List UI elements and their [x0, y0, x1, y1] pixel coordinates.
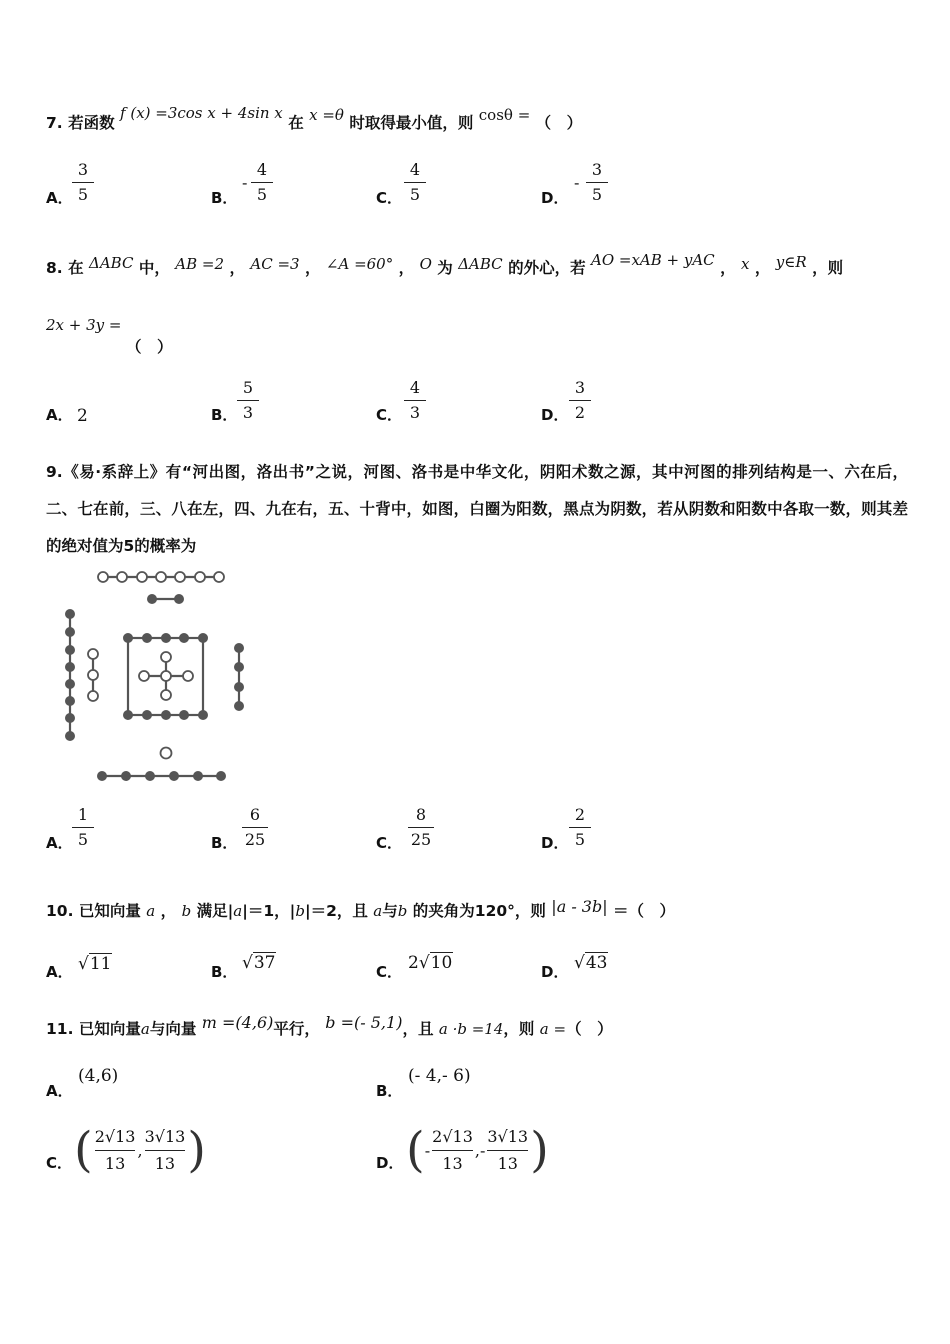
- q7-option-b-label[interactable]: B．: [211, 189, 238, 207]
- q11-number: 11.: [46, 1020, 74, 1038]
- q10-option-b-label[interactable]: B．: [211, 963, 238, 981]
- q10-text-3: |＝1，|: [242, 902, 296, 920]
- q8-option-c-fraction: 4 3: [404, 378, 426, 423]
- q10-option-a-label[interactable]: A．: [46, 963, 73, 981]
- q7-text-2: 在: [288, 114, 304, 132]
- q8-text-3: 为: [437, 259, 453, 277]
- q11-option-b-value: (- 4,- 6): [408, 1066, 471, 1086]
- q8-comma-4: ，: [720, 259, 736, 277]
- q9-option-d-label[interactable]: D．: [541, 834, 569, 852]
- q7-option-d-fraction: 3 5: [586, 160, 608, 205]
- q11-option-b-label[interactable]: B．: [376, 1082, 403, 1100]
- q10-option-a-sqrt: √11: [78, 954, 112, 974]
- q8-ab: AB =2: [175, 255, 225, 273]
- q11-option-d-value: ( - 2√13 13 ,- 3√13 13 ): [406, 1122, 549, 1178]
- q7-paren: （ ）: [535, 114, 583, 132]
- q9-option-a-fraction: 1 5: [72, 805, 94, 850]
- q10-text-7: ＝（ ）: [613, 902, 676, 920]
- q11-option-c-label[interactable]: C．: [46, 1154, 73, 1172]
- q10-b: b: [181, 902, 192, 920]
- q11-text-1: 已知向量: [78, 1020, 141, 1038]
- q7-option-c-fraction: 4 5: [404, 160, 426, 205]
- q7-function: f (x) =3cos x + 4sin x: [120, 104, 283, 122]
- q11-text-6: （ ）: [566, 1020, 613, 1038]
- q7-number: 7.: [46, 114, 63, 132]
- q7-option-b-sign: -: [242, 173, 248, 192]
- q10-b2: b: [295, 902, 305, 920]
- q8-option-d-label[interactable]: D．: [541, 406, 569, 424]
- q10-a: a: [146, 902, 156, 920]
- q8-y: y∈R: [775, 253, 807, 271]
- q7-option-a-fraction: 3 5: [72, 160, 94, 205]
- q8-paren: （ ）: [126, 338, 173, 356]
- q11-option-c-value: ( 2√13 13 , 3√13 13 ): [74, 1122, 207, 1178]
- q7-option-d-label[interactable]: D．: [541, 189, 569, 207]
- q8-option-c-label[interactable]: C．: [376, 406, 403, 424]
- q8-option-b-label[interactable]: B．: [211, 406, 238, 424]
- q7-option-c-label[interactable]: C．: [376, 189, 403, 207]
- question-9-text: 9.《易·系辞上》有“河出图，洛出书”之说，河图、洛书是中华文化，阴阳术数之源，其中河图的排列结构是一、六在后，二、七在前，三、八在左，四、九在右，五、十背中，如图，白圈为阳数，黑点为阴数，若从阴数和阳数中各取一数，则其差的绝对值为5的概率为: [46, 463, 908, 555]
- q8-option-a-value: 2: [77, 406, 88, 426]
- q8-number: 8.: [46, 259, 63, 277]
- question-10: [46, 897, 676, 922]
- q11-text-3: 平行，: [273, 1020, 320, 1038]
- q7-cos: cosθ =: [478, 106, 531, 124]
- q8-text-5: ，则: [812, 259, 844, 277]
- q8-text-4: 的外心，若: [508, 259, 586, 277]
- q10-option-b-sqrt: √37: [242, 953, 276, 973]
- q7-text-3: 时取得最小值，则: [349, 114, 474, 132]
- hetu-diagram: [55, 566, 255, 786]
- question-7: [46, 104, 583, 134]
- q8-option-a-label[interactable]: A．: [46, 406, 73, 424]
- q7-option-d-sign: -: [574, 173, 580, 192]
- q8-text-1: 在: [68, 259, 84, 277]
- q8-ac: AC =3: [250, 255, 300, 273]
- q7-option-b-fraction: 4 5: [251, 160, 273, 205]
- q10-option-c-label[interactable]: C．: [376, 963, 403, 981]
- q9-option-d-fraction: 2 5: [569, 805, 591, 850]
- q10-text-5: 与: [382, 902, 398, 920]
- q11-m: m =(4,6): [201, 1013, 274, 1032]
- question-11: [46, 1013, 613, 1040]
- q7-option-a-label[interactable]: A．: [46, 189, 73, 207]
- q11-text-2: 与向量: [149, 1020, 197, 1038]
- q10-a2: a: [233, 902, 243, 920]
- q8-line-2: [46, 316, 173, 364]
- q8-text-2: 中，: [138, 259, 170, 277]
- q11-option-a-label[interactable]: A．: [46, 1082, 73, 1100]
- q10-b3: b: [397, 902, 408, 920]
- q8-comma-1: ，: [229, 259, 245, 277]
- q10-text-2: 满足|: [196, 902, 234, 920]
- q11-text-5: ，则: [503, 1020, 535, 1038]
- question-8: [46, 251, 844, 279]
- q10-text-6: 的夹角为120°，则: [412, 902, 546, 920]
- q8-comma-2: ，: [304, 259, 321, 277]
- q8-o: O: [419, 255, 432, 273]
- q9-option-a-label[interactable]: A．: [46, 834, 73, 852]
- q10-a3: a: [373, 902, 383, 920]
- q8-comma-5: ，: [754, 259, 771, 277]
- q7-text-1: 若函数: [68, 114, 115, 132]
- q8-triangle-2: ΔABC: [458, 255, 503, 273]
- q8-triangle: ΔABC: [89, 254, 134, 272]
- q9-option-b-label[interactable]: B．: [211, 834, 238, 852]
- q11-a-eq: a =: [539, 1020, 567, 1038]
- q10-option-d-label[interactable]: D．: [541, 963, 569, 981]
- q11-dot: a ·b =14: [438, 1020, 504, 1038]
- q10-number: 10.: [46, 902, 74, 920]
- q9-option-b-fraction: 6 25: [242, 805, 268, 850]
- q9-option-c-label[interactable]: C．: [376, 834, 403, 852]
- q11-text-4: ，且: [402, 1020, 434, 1038]
- q7-condition: x =θ: [309, 106, 344, 124]
- q8-x: x: [740, 255, 750, 273]
- q11-b: b =(- 5,1): [325, 1013, 403, 1032]
- q8-option-d-fraction: 3 2: [569, 378, 591, 423]
- q11-option-a-value: (4,6): [78, 1066, 119, 1086]
- q11-a: a: [140, 1020, 150, 1038]
- q10-expression: |a - 3b|: [551, 897, 608, 916]
- q10-comma: ，: [160, 902, 177, 920]
- q11-option-d-label[interactable]: D．: [376, 1154, 404, 1172]
- q8-vector: AO =xAB + yAC: [590, 251, 715, 269]
- q10-text-1: 已知向量: [78, 902, 141, 920]
- q10-text-4: |＝2，且: [304, 902, 368, 920]
- q8-comma-3: ，: [398, 259, 415, 277]
- q10-option-d-sqrt: √43: [574, 953, 608, 973]
- q8-expression: 2x + 3y =: [46, 316, 122, 334]
- q8-angle: ∠A =60°: [325, 255, 394, 273]
- q10-option-c-sqrt: 2√10: [408, 953, 453, 973]
- q9-option-c-fraction: 8 25: [408, 805, 434, 850]
- q8-option-b-fraction: 5 3: [237, 378, 259, 423]
